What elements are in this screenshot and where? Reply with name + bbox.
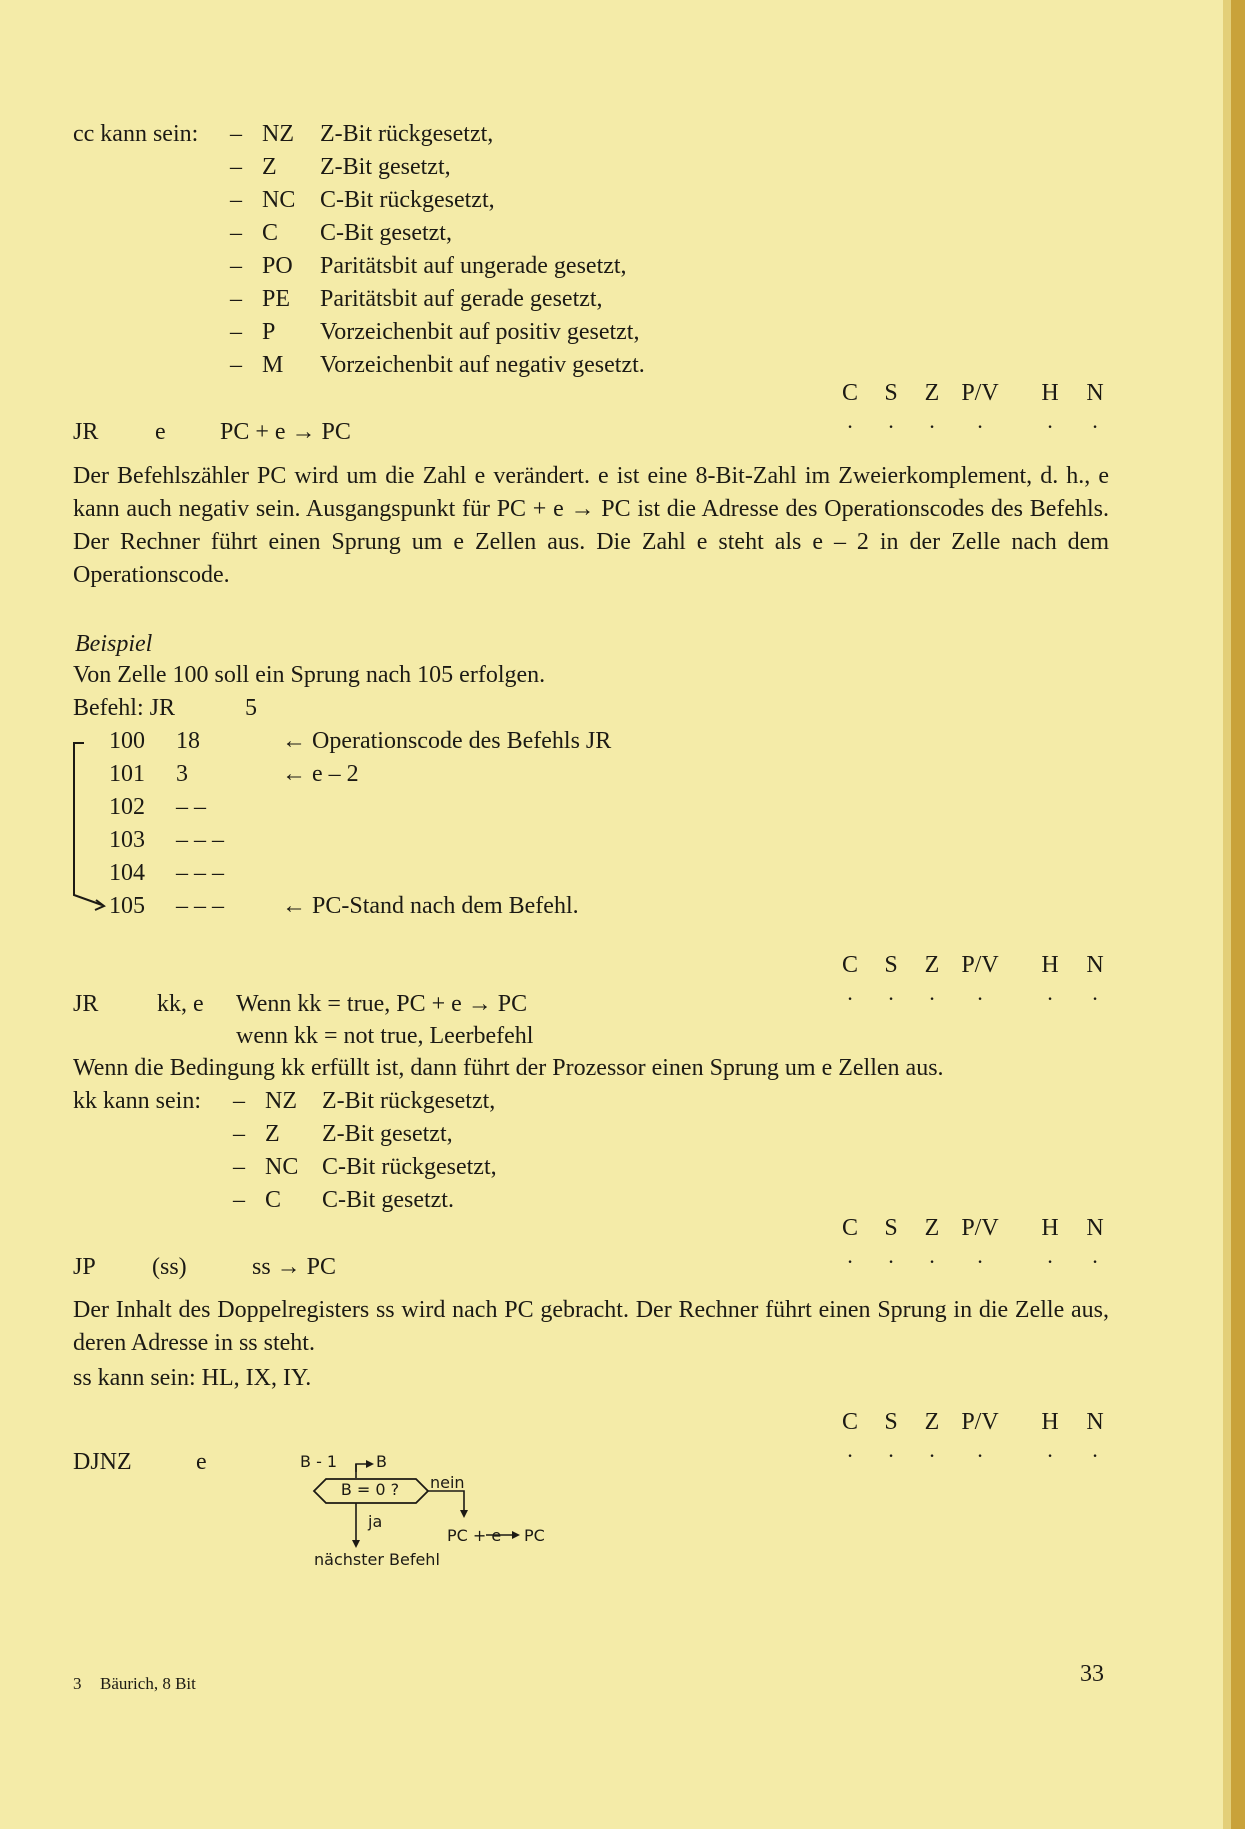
flag-value-z: · [928, 414, 936, 439]
flag-value-h: · [1046, 1443, 1054, 1468]
jr-operand: e [155, 419, 166, 445]
cc-item-dash: – [230, 220, 242, 246]
footer-book-title: Bäurich, 8 Bit [100, 1674, 196, 1693]
cc-item-text: Vorzeichenbit auf negativ gesetzt. [320, 352, 645, 378]
flag-value-n: · [1091, 414, 1099, 439]
cc-item-code: M [262, 352, 284, 378]
jr-kk-mnemonic: JR [73, 991, 99, 1017]
flow-yes-label: ja [368, 1512, 383, 1531]
cc-item-text: Paritätsbit auf gerade gesetzt, [320, 286, 603, 312]
flow-no-label: nein [430, 1473, 465, 1492]
kk-item-text: Z-Bit gesetzt, [322, 1121, 453, 1147]
cc-item-code: Z [262, 154, 277, 180]
flow-yes-action: nächster Befehl [314, 1550, 440, 1569]
cc-item-text: C-Bit gesetzt, [320, 220, 452, 246]
flag-value-pv: · [976, 414, 984, 439]
example-row-value: – – – [176, 827, 224, 853]
cc-item-code: PE [262, 286, 291, 312]
flag-header-c: C [841, 952, 858, 978]
cc-item-text: Vorzeichenbit auf positiv gesetzt, [320, 319, 640, 345]
flag-header-c: C [841, 380, 858, 406]
cc-item-text: Z-Bit rückgesetzt, [320, 121, 494, 147]
flag-value-c: · [846, 1443, 854, 1468]
flag-value-pv: · [976, 986, 984, 1011]
cc-label: cc kann sein: [73, 121, 199, 147]
kk-item-code: NZ [265, 1088, 297, 1114]
example-row-value: – – – [176, 860, 224, 886]
flag-value-s: · [887, 414, 895, 439]
flag-value-z: · [928, 1249, 936, 1274]
cc-item-dash: – [230, 352, 242, 378]
example-row-note: ← e – 2 [282, 761, 359, 787]
cc-item-code: C [262, 220, 279, 246]
cc-item-code: PO [262, 253, 293, 279]
flag-header-pv: P/V [961, 380, 999, 406]
footer-sheet-number: 3 [73, 1674, 82, 1693]
example-row-note: ← PC-Stand nach dem Befehl. [282, 893, 579, 919]
jp-operation: ss → PC [252, 1254, 337, 1280]
jp-description: Der Inhalt des Doppelregisters ss wird nach PC gebracht. Der Rechner führt einen Sprung in die Zelle aus, deren Adresse in ss steht. [73, 1297, 1109, 1356]
flag-header-n: N [1086, 1215, 1104, 1241]
cc-item-dash: – [230, 121, 242, 147]
page-edge [1231, 0, 1245, 1829]
cc-item-text: Z-Bit gesetzt, [320, 154, 451, 180]
jr-kk-description: Wenn die Bedingung kk erfüllt ist, dann führt der Prozessor einen Sprung um e Zellen aus. [73, 1055, 944, 1081]
flag-value-h: · [1046, 986, 1054, 1011]
flag-header-s: S [884, 1409, 898, 1435]
flow-no-action: PC + e [447, 1526, 502, 1545]
example-row-address: 103 [109, 827, 145, 853]
example-befehl-value: 5 [245, 695, 257, 721]
kk-label: kk kann sein: [73, 1088, 201, 1114]
cc-item-code: P [262, 319, 276, 345]
cc-item-code: NC [262, 187, 296, 213]
flag-header-n: N [1086, 1409, 1104, 1435]
example-line1: Von Zelle 100 soll ein Sprung nach 105 erfolgen. [73, 662, 546, 688]
example-row-value: – – – [176, 893, 224, 919]
djnz-operand: e [196, 1449, 207, 1475]
flag-header-z: Z [924, 1215, 940, 1241]
example-row-address: 104 [109, 860, 145, 886]
example-row-address: 100 [109, 728, 145, 754]
flag-value-s: · [887, 1443, 895, 1468]
example-befehl-label: Befehl: JR [73, 695, 175, 721]
flag-header-h: H [1041, 1409, 1059, 1435]
flow-no-target: PC [524, 1526, 545, 1545]
kk-item-dash: – [233, 1088, 245, 1114]
cc-item-dash: – [230, 154, 242, 180]
flag-value-n: · [1091, 1249, 1099, 1274]
flag-value-h: · [1046, 1249, 1054, 1274]
flag-value-s: · [887, 986, 895, 1011]
cc-item-text: C-Bit rückgesetzt, [320, 187, 495, 213]
jr-kk-operand: kk, e [157, 991, 204, 1017]
example-row-address: 102 [109, 794, 145, 820]
flow-decision: B = 0 ? [340, 1480, 400, 1499]
flag-header-s: S [884, 380, 898, 406]
flag-header-c: C [841, 1215, 858, 1241]
flag-value-n: · [1091, 986, 1099, 1011]
example-row-address: 101 [109, 761, 145, 787]
flow-step1: B - 1 [300, 1452, 338, 1471]
flag-value-c: · [846, 1249, 854, 1274]
example-row-note: ← Operationscode des Befehls JR [282, 728, 612, 754]
cc-item-dash: – [230, 253, 242, 279]
jr-operation: PC + e → PC [220, 419, 351, 445]
flag-header-s: S [884, 1215, 898, 1241]
jp-operand: (ss) [152, 1254, 187, 1280]
flag-header-h: H [1041, 1215, 1059, 1241]
flag-header-pv: P/V [961, 952, 999, 978]
flag-header-pv: P/V [961, 1409, 999, 1435]
kk-item-dash: – [233, 1187, 245, 1213]
flag-header-z: Z [924, 952, 940, 978]
flag-header-s: S [884, 952, 898, 978]
page-number: 33 [1080, 1661, 1104, 1687]
flag-value-n: · [1091, 1443, 1099, 1468]
flag-header-h: H [1041, 380, 1059, 406]
flag-value-pv: · [976, 1249, 984, 1274]
cc-item-dash: – [230, 187, 242, 213]
cc-item-code: NZ [262, 121, 294, 147]
flag-header-z: Z [924, 1409, 940, 1435]
jr-kk-line1: Wenn kk = true, PC + e → PC [236, 991, 528, 1017]
page-edge-shadow [1223, 0, 1231, 1829]
jp-mnemonic: JP [73, 1254, 96, 1280]
jr-kk-line2: wenn kk = not true, Leerbefehl [236, 1023, 534, 1049]
flag-value-c: · [846, 414, 854, 439]
example-row-value: 18 [176, 728, 200, 754]
jr-description: Der Befehlszähler PC wird um die Zahl e verändert. e ist eine 8-Bit-Zahl im Zweierkomplement, d. h., e kann auch negativ sein. Ausgangspunkt für PC + e → PC ist die Adresse des Operationscodes des Befehls. Der Rechner führt einen Sprung um e Zellen aus. Die Zahl e steht als e – 2 in der Zelle nach dem Operationscode. [73, 463, 1109, 588]
flag-value-h: · [1046, 414, 1054, 439]
flag-value-s: · [887, 1249, 895, 1274]
example-row-address: 105 [109, 893, 145, 919]
djnz-mnemonic: DJNZ [73, 1449, 132, 1475]
kk-item-code: C [265, 1187, 282, 1213]
jp-ss-options: ss kann sein: HL, IX, IY. [73, 1365, 312, 1391]
flag-value-z: · [928, 1443, 936, 1468]
flow-step1-target: B [376, 1452, 387, 1471]
kk-item-dash: – [233, 1121, 245, 1147]
kk-item-code: Z [265, 1121, 280, 1147]
flag-value-c: · [846, 986, 854, 1011]
flag-header-n: N [1086, 380, 1104, 406]
kk-item-text: C-Bit rückgesetzt, [322, 1154, 497, 1180]
example-row-value: 3 [176, 761, 188, 787]
flag-header-pv: P/V [961, 1215, 999, 1241]
jr-mnemonic: JR [73, 419, 99, 445]
cc-item-dash: – [230, 286, 242, 312]
cc-item-text: Paritätsbit auf ungerade gesetzt, [320, 253, 627, 279]
flag-value-pv: · [976, 1443, 984, 1468]
flag-header-c: C [841, 1409, 858, 1435]
kk-item-text: Z-Bit rückgesetzt, [322, 1088, 496, 1114]
flag-header-z: Z [924, 380, 940, 406]
cc-item-dash: – [230, 319, 242, 345]
kk-item-dash: – [233, 1154, 245, 1180]
flag-header-n: N [1086, 952, 1104, 978]
kk-item-code: NC [265, 1154, 299, 1180]
kk-item-text: C-Bit gesetzt. [322, 1187, 454, 1213]
flag-header-h: H [1041, 952, 1059, 978]
example-row-value: – – [176, 794, 206, 820]
example-heading: Beispiel [75, 631, 153, 657]
flag-value-z: · [928, 986, 936, 1011]
